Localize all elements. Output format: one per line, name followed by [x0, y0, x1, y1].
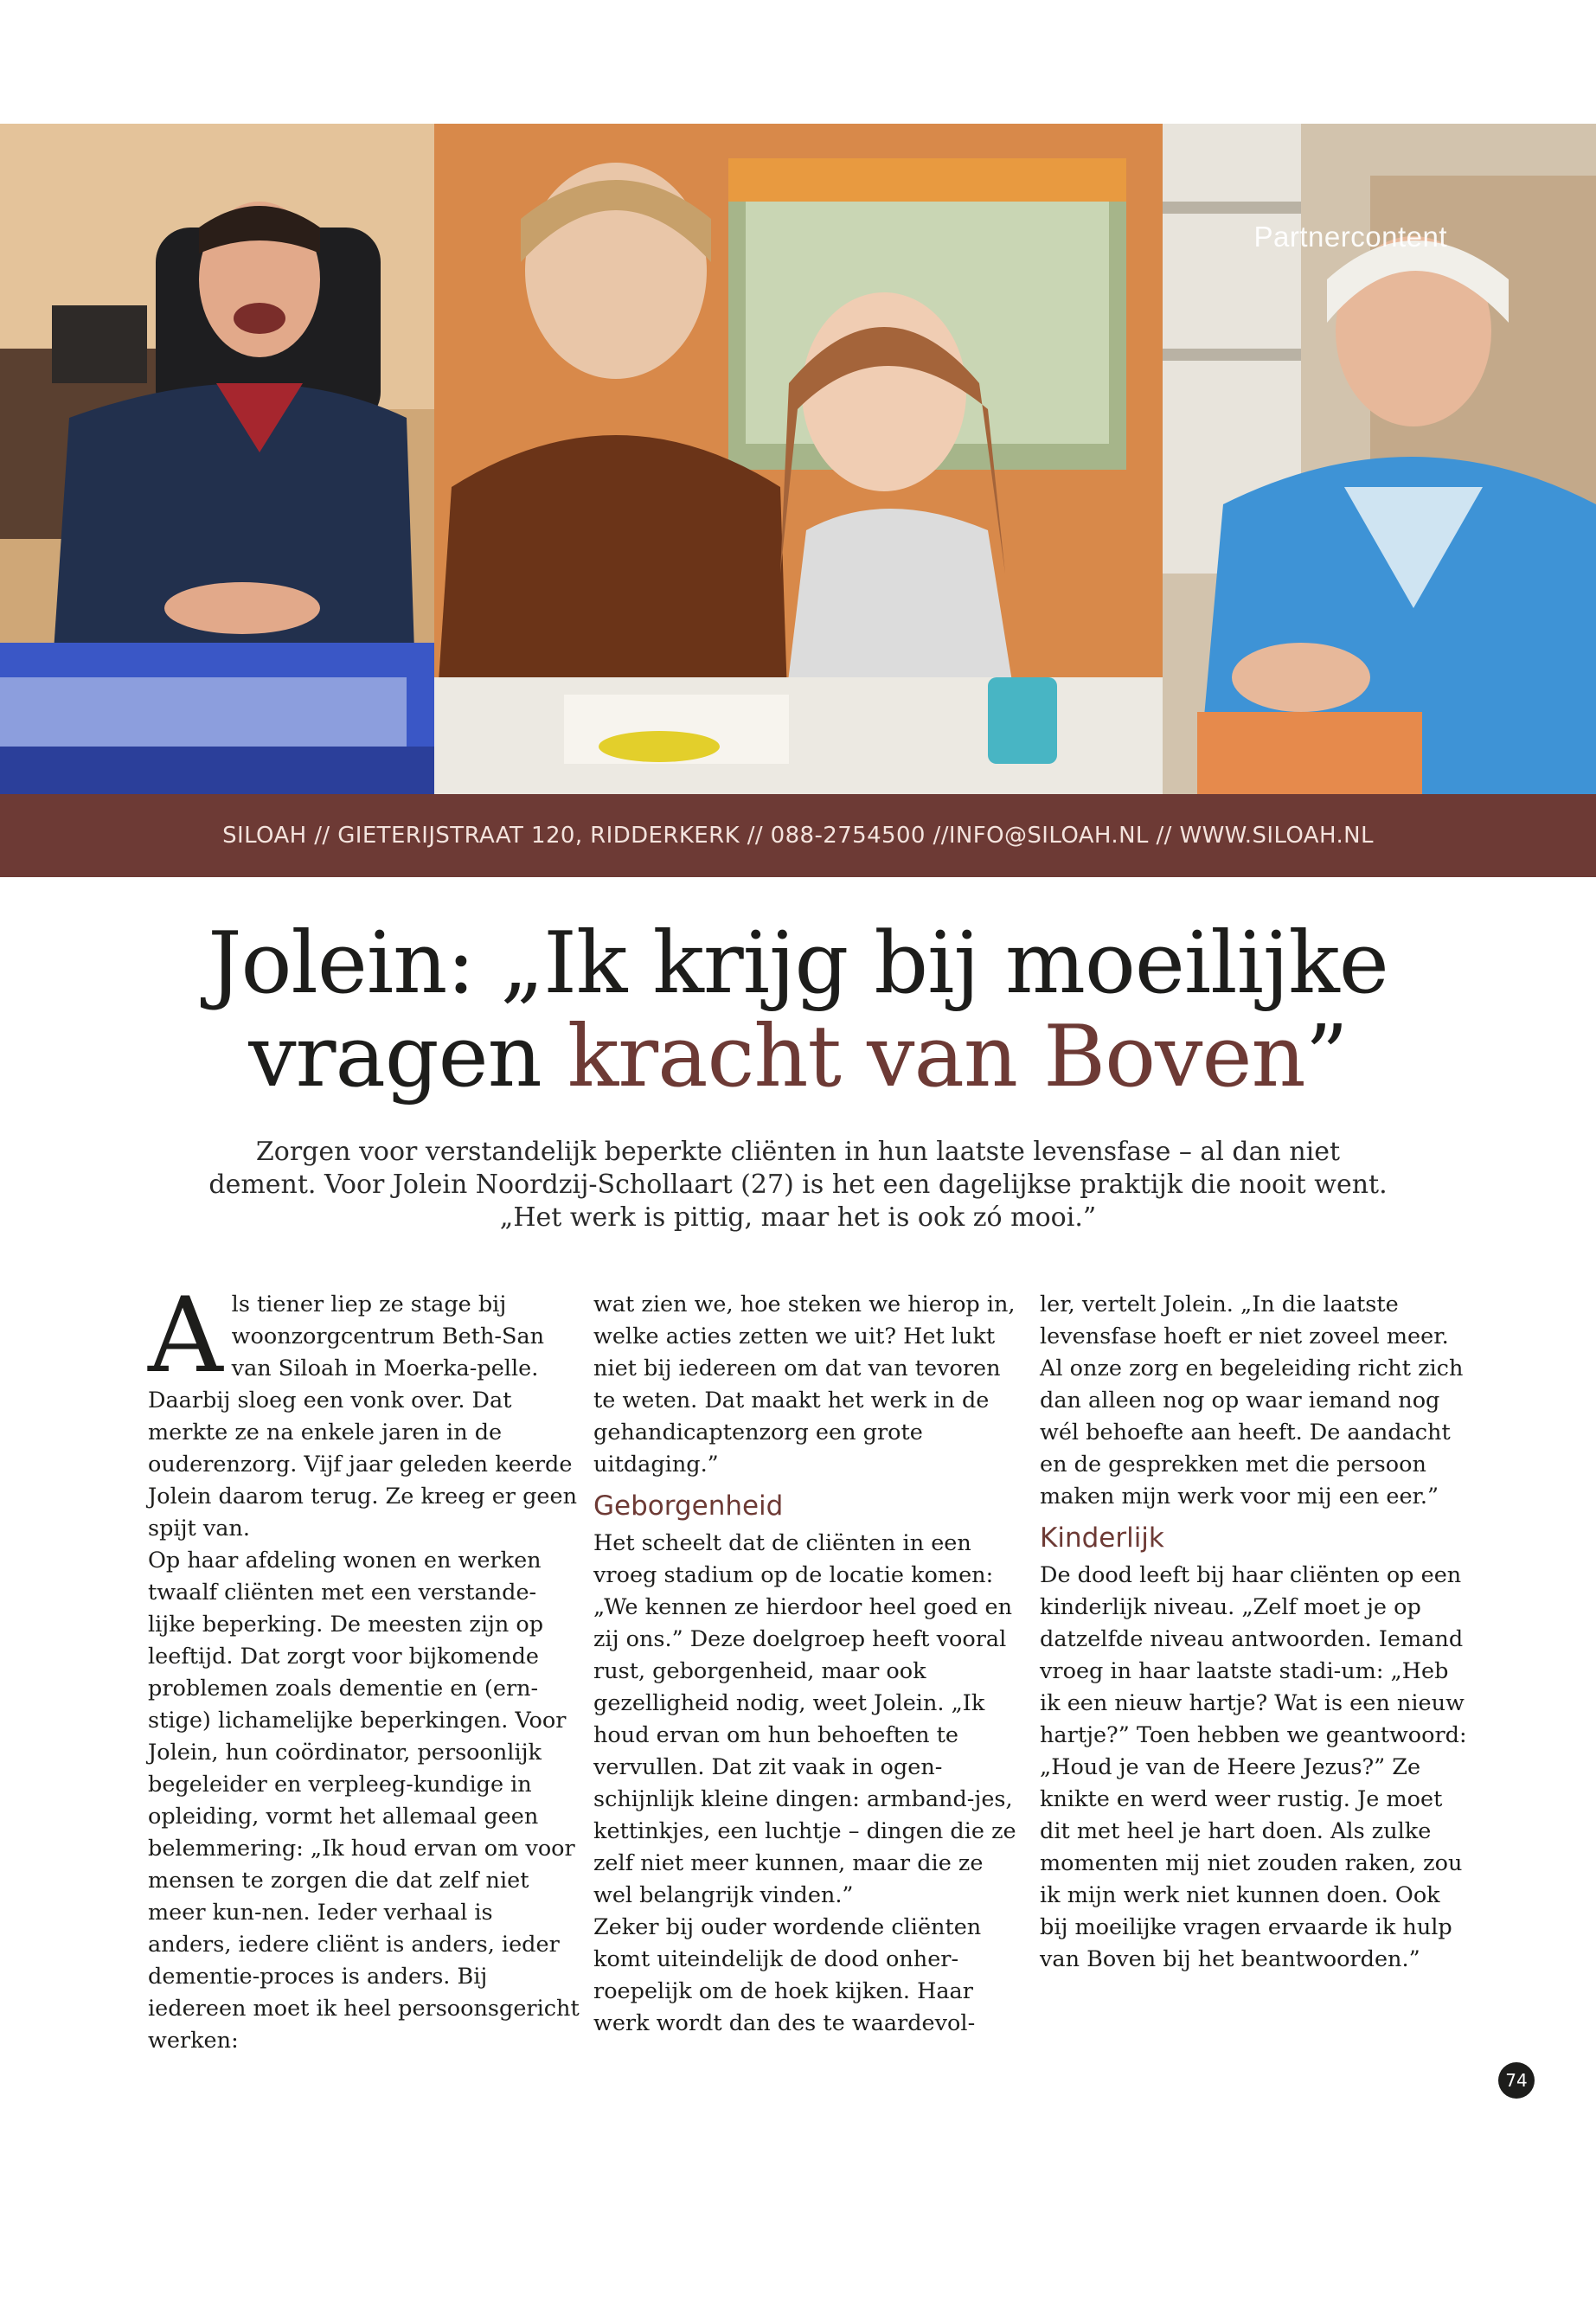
headline-part2: vragen — [248, 1008, 567, 1106]
col3-paragraph-2: De dood leeft bij haar cliënten op een kinderlijk niveau. „Zelf moet je op datzelfde niveau antwoorden. Iemand vroeg in haar laatste stadi-um: „Heb ik een nieuw hartje? Wat is een nieuw hartje?” Toen hebben we geantwoord: „Houd je van de Heere Jezus?” Ze knikte en werd weer rustig. Je moet dit met heel je hart doen. Als zulke momenten mij niet zouden raken, zou ik mijn werk niet kunnen doen. Ook bij moeilijke vragen ervaarde ik hulp van Boven bij het beantwoorden.” — [1040, 1562, 1467, 1972]
man-in-wheelchair-image — [0, 124, 434, 794]
photo-strip — [0, 124, 1596, 794]
photo-two-women-at-table — [434, 124, 1163, 794]
contact-info: SILOAH // GIETERIJSTRAAT 120, RIDDERKERK // 088-2754500 //INFO@SILOAH.NL // WWW.SILOAH.NL — [222, 823, 1374, 849]
photo-man-in-wheelchair — [0, 124, 434, 794]
dropcap: A — [148, 1276, 223, 1396]
subheading-kinderlijk: Kinderlijk — [1040, 1522, 1164, 1554]
two-women-image — [434, 124, 1163, 794]
col1-paragraph-2: Op haar afdeling wonen en werken twaalf cliënten met een verstande-lijke beperking. De meesten zijn op leeftijd. Dat zorgt voor bijkomende problemen zoals dementie en (ern-stige) lichamelijke beperkingen. Voor Jolein, hun coördinator, persoonlijk begeleider en verpleeg-kundige in opleiding, vormt het allemaal geen belemmering: „Ik houd ervan om voor mensen te zorgen die dat zelf niet meer kun-nen. Ieder verhaal is anders, iedere cliënt is anders, ieder dementie-proces is anders. Bij iedereen moet ik heel persoonsgericht werken: — [148, 1548, 580, 2054]
partnercontent-label: Partnercontent — [1253, 221, 1447, 253]
headline — [87, 914, 1509, 1106]
article-column-3 — [1040, 1289, 1472, 1976]
contact-bar — [0, 794, 1596, 877]
intro-lead: Zorgen voor verstandelijk beperkte cliënten in hun laatste levensfase – al dan niet dement. Voor Jolein Noordzij-Schollaart (27) is het een dagelijkse praktijk die nooit went. „Het werk is pittig, maar het is ook zó mooi.” — [208, 1137, 1388, 1233]
headline-end: ” — [1304, 1008, 1348, 1106]
article-column-1 — [148, 1276, 580, 2057]
col2-paragraph-2: Het scheelt dat de cliënten in een vroeg stadium op de locatie komen: „We kennen ze hierdoor heel goed en zij ons.” Deze doelgroep heeft vooral rust, geborgenheid, maar ook gezelligheid nodig, weet Jolein. „Ik houd ervan om hun behoeften te vervullen. Dat zit vaak in ogen-schijnlijk kleine dingen: armband-jes, kettinkjes, een luchtje – dingen die ze zelf niet meer kunnen, maar die ze wel belangrijk vinden.” — [593, 1530, 1016, 1908]
page-number: 74 — [1498, 2062, 1535, 2099]
subheading-geborgenheid: Geborgenheid — [593, 1490, 784, 1522]
col2-paragraph-3: Zeker bij ouder wordende cliënten komt uiteindelijk de dood onher-roepelijk om de hoek kijken. Haar werk wordt dan des te waardevol- — [593, 1914, 982, 2036]
col1-paragraph-1-text: ls tiener liep ze stage bij woonzorgcentrum Beth-San van Siloah in Moerka-pelle. Daarbij sloeg een vonk over. Dat merkte ze na enkele jaren in de ouderenzorg. Vijf jaar geleden keerde Jolein daarom terug. Ze kreeg er geen spijt van. — [148, 1292, 578, 1541]
headline-accent: kracht van Boven — [567, 1008, 1305, 1106]
headline-part1: Jolein: „Ik krijg bij moeilijke — [208, 914, 1388, 1013]
article-column-2 — [593, 1289, 1026, 2040]
col2-paragraph-1: wat zien we, hoe steken we hierop in, welke acties zetten we uit? Het lukt niet bij iedereen om dat van tevoren te weten. Dat maakt het werk in de gehandicaptenzorg een grote uitdaging.” — [593, 1292, 1016, 1477]
article-paragraph — [148, 1276, 580, 1545]
col3-paragraph-1: ler, vertelt Jolein. „In die laatste levensfase hoeft er niet zoveel meer. Al onze zorg en begeleiding richt zich dan alleen nog op waar iemand nog wél behoefte aan heeft. De aandacht en de gesprekken met die persoon maken mijn werk voor mij een eer.” — [1040, 1292, 1464, 1509]
